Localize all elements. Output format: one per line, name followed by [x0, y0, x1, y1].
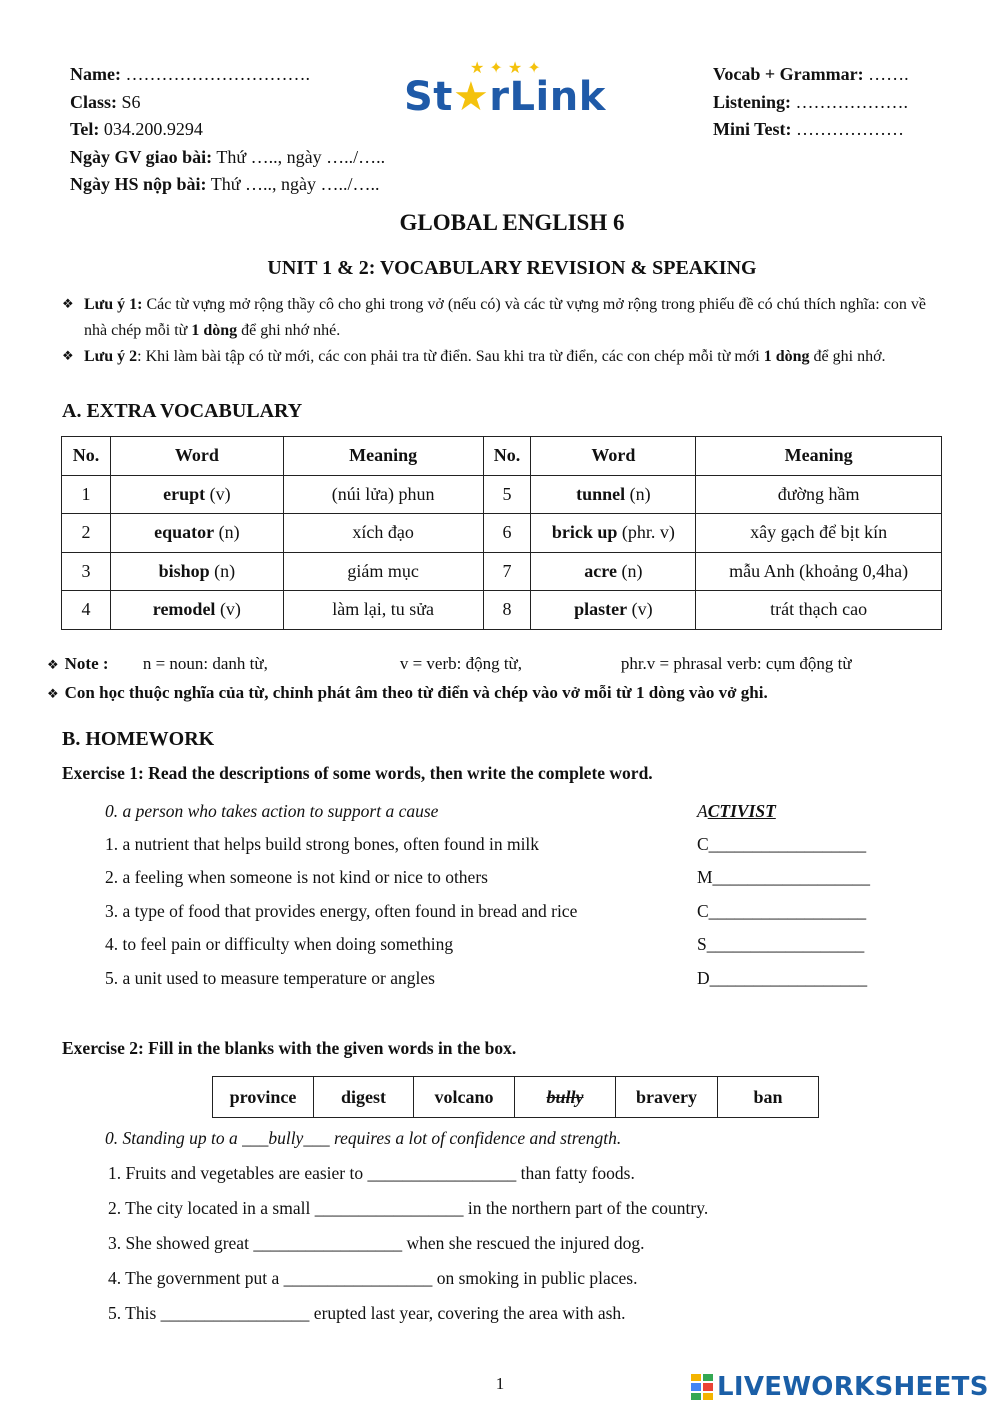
pos-legend [47, 650, 977, 708]
logo-star-icon: ★ [452, 74, 490, 120]
student-info [70, 61, 385, 199]
header-meaning: Meaning [283, 437, 483, 476]
header-word: Word [110, 437, 283, 476]
exercise-1-question: 5. a unit used to measure temperature or angles [105, 968, 435, 988]
exercise-1-example-answer: ACTIVIST [697, 801, 776, 821]
note-item: ❖ Lưu ý 1: Các từ vựng mở rộng thầy cô cho ghi trong vở (nếu có) và các từ vựng mở rộng trong phiếu đề có chú thích nghĩa: con về nhà chép mỗi từ 1 dòng để ghi nhớ nhé. [62, 292, 932, 343]
exercise-2-sentence[interactable]: 5. This _________________ erupted last year, covering the area with ash. [108, 1303, 626, 1323]
exercise-2-sentence[interactable]: 2. The city located in a small _________________ in the northern part of the country. [108, 1198, 709, 1218]
liveworksheets-text: LIVEWORKSHEETS [717, 1372, 989, 1402]
name-line: Name: …………………………. [70, 64, 310, 84]
table-row: 3 bishop (n) giám mục 7 acre (n) mẫu Anh (khoảng 0,4ha) [62, 552, 942, 591]
word-box-item: province [229, 1087, 297, 1107]
header-word: Word [531, 437, 696, 476]
liveworksheets-watermark [691, 1372, 989, 1402]
exercise-2-sentence[interactable]: 3. She showed great _________________ when she rescued the injured dog. [108, 1233, 645, 1253]
word-box-item: bravery [615, 1077, 717, 1117]
section-a-heading: A. EXTRA VOCABULARY [62, 400, 303, 422]
exercise-1-answer-blank[interactable]: C__________________ [697, 901, 867, 921]
exercise-1-answer-blank[interactable]: S__________________ [697, 934, 865, 954]
starlink-logo [404, 56, 614, 126]
exercise-1-question: 1. a nutrient that helps build strong bones, often found in milk [105, 834, 540, 854]
tel-line: Tel: 034.200.9294 [70, 119, 203, 139]
table-row: 1 erupt (v) (núi lửa) phun 5 tunnel (n) đường hầm [62, 475, 942, 514]
word-box [212, 1076, 819, 1118]
submit-date-line: Ngày HS nộp bài: Thứ ….., ngày …../….. [70, 174, 380, 194]
note-item: ❖ Lưu ý 2: Khi làm bài tập có từ mới, các con phải tra từ điển. Sau khi tra từ điển, các con chép mỗi từ mới 1 dòng để ghi nhớ. [62, 344, 932, 370]
word-box-item: ban [717, 1077, 818, 1117]
diamond-bullet-icon: ❖ [62, 297, 74, 312]
vocab-score-line: Vocab + Grammar: ……. [713, 64, 909, 84]
listening-score-line: Listening: ………………. [713, 91, 909, 112]
header-no: No. [483, 437, 531, 476]
header-no: No. [62, 437, 111, 476]
exercise-2-title: Exercise 2: Fill in the blanks with the given words in the box. [62, 1038, 517, 1058]
exercise-2-example: 0. Standing up to a ___bully___ requires a lot of confidence and strength. [105, 1128, 622, 1148]
legend-line: ❖ Note : n = noun: danh từ, v = verb: động từ, phr.v = phrasal verb: cụm động từ [47, 654, 852, 673]
section-b-heading: B. HOMEWORK [62, 728, 215, 750]
page-subtitle: UNIT 1 & 2: VOCABULARY REVISION & SPEAKING [267, 257, 757, 279]
exercise-1-question: 4. to feel pain or difficulty when doing something [105, 934, 454, 954]
table-header-row [62, 437, 942, 476]
header-meaning: Meaning [696, 437, 942, 476]
exercise-1-answer-blank[interactable]: C__________________ [697, 834, 867, 854]
word-box-item-used: bully [514, 1077, 615, 1117]
assign-date-line: Ngày GV giao bài: Thứ ….., ngày …../….. [70, 146, 386, 167]
exercise-2-sentence[interactable]: 4. The government put a _________________ on smoking in public places. [108, 1268, 638, 1288]
minitest-score-line: Mini Test: ……………… [713, 119, 905, 139]
exercise-1-answer-blank[interactable]: D__________________ [697, 968, 868, 988]
notes [62, 292, 932, 371]
score-info [713, 61, 909, 144]
exercise-1-question: 2. a feeling when someone is not kind or nice to others [105, 867, 488, 887]
logo-text: St★rLink [404, 74, 606, 120]
page-number: 1 [495, 1374, 505, 1393]
vocab-table [61, 436, 942, 630]
page-title: GLOBAL ENGLISH 6 [399, 210, 625, 235]
word-box-item: volcano [413, 1077, 514, 1117]
exercise-1-question: 3. a type of food that provides energy, often found in bread and rice [105, 901, 578, 921]
exercise-1-title: Exercise 1: Read the descriptions of some words, then write the complete word. [62, 763, 653, 783]
liveworksheets-logo-icon [691, 1374, 713, 1400]
diamond-bullet-icon: ❖ [47, 658, 59, 673]
diamond-bullet-icon: ❖ [62, 349, 74, 364]
exercise-1-answer-blank[interactable]: M__________________ [697, 867, 871, 887]
legend-instruction: ❖ Con học thuộc nghĩa của từ, chỉnh phát âm theo từ điển và chép vào vở mỗi từ 1 dòng vào vở ghi. [47, 683, 768, 702]
word-box-item: digest [313, 1077, 413, 1117]
table-row: 2 equator (n) xích đạo 6 brick up (phr. v) xây gạch để bịt kín [62, 514, 942, 553]
table-row: 4 remodel (v) làm lại, tu sửa 8 plaster (v) trát thạch cao [62, 591, 942, 630]
exercise-1-example-question: 0. a person who takes action to support a cause [105, 801, 439, 821]
diamond-bullet-icon: ❖ [47, 687, 59, 702]
class-line: Class: S6 [70, 91, 141, 112]
logo-stars-icon: ★ ✦ ★ ✦ [470, 58, 541, 77]
exercise-2-sentence[interactable]: 1. Fruits and vegetables are easier to _________________ than fatty foods. [108, 1163, 635, 1183]
